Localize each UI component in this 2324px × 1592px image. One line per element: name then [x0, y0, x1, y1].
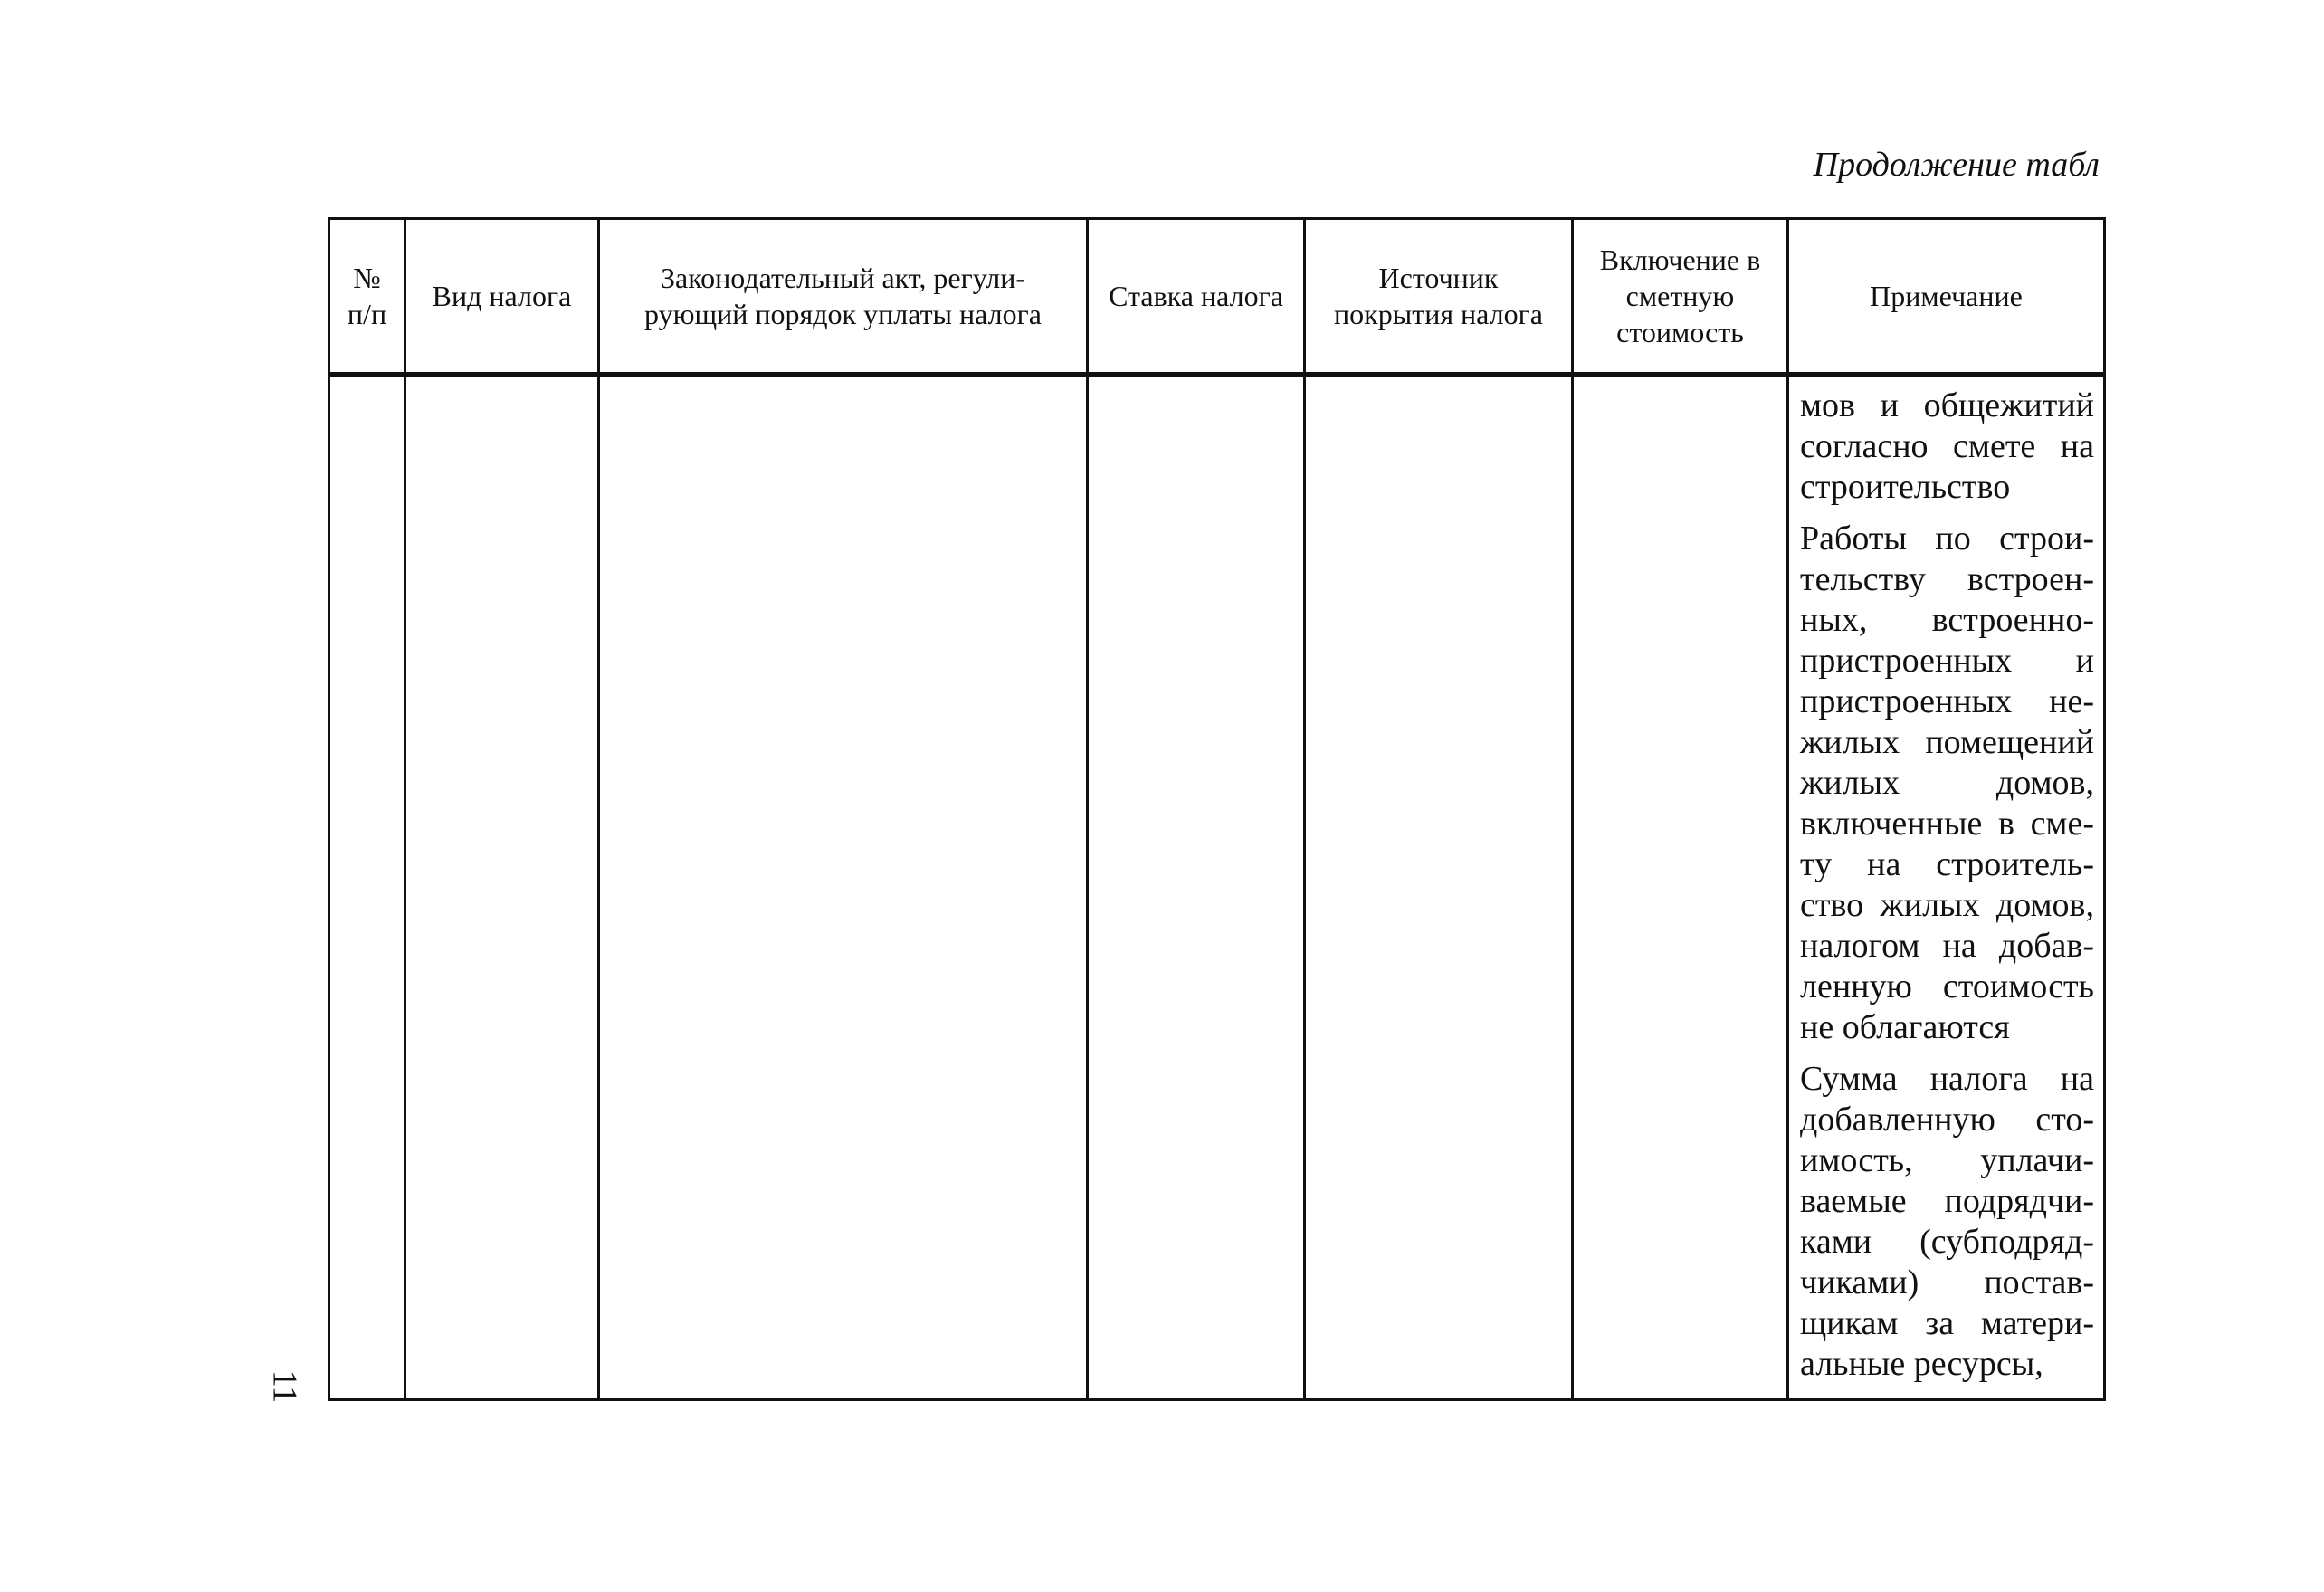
header-tax-type: Вид налога — [405, 219, 599, 375]
header-row — [329, 219, 2105, 375]
header-note: Примечание — [1788, 219, 2105, 375]
cell-rate — [1088, 375, 1305, 1400]
table-continuation-caption: Продолжение табл — [1813, 146, 2100, 184]
note-paragraph: Сумма налога на добавленную сто-имость, уплачи-ваемые подрядчи-ками (субподряд-чиками) постав-щикам за матери-альные ресурсы, — [1800, 1060, 2094, 1383]
cell-num — [329, 375, 405, 1400]
note-paragraph: Работы по строи-тельству встроен-ных, встроенно-пристроенных и пристроенных не-жилых помещений жилых домов, включенные в сме-ту на строитель-ство жилых домов, налогом на добав-ленную стоимость не облагаются — [1800, 520, 2094, 1046]
cell-inclusion — [1573, 375, 1788, 1400]
note-paragraph: мов и общежитий согласно смете на строительство — [1800, 386, 2094, 506]
table-row — [329, 375, 2105, 1400]
page-number: 11 — [265, 1369, 304, 1404]
cell-source — [1305, 375, 1573, 1400]
cell-tax-type — [405, 375, 599, 1400]
header-inclusion: Включение в сметную стоимость — [1573, 219, 1788, 375]
header-source: Источник покрытия налога — [1305, 219, 1573, 375]
header-rate: Ставка налога — [1088, 219, 1305, 375]
cell-note — [1788, 375, 2105, 1400]
header-num: № п/п — [329, 219, 405, 375]
cell-law — [599, 375, 1088, 1400]
tax-table — [328, 217, 2106, 1401]
header-law: Законодательный акт, регули-рующий порядок уплаты налога — [599, 219, 1088, 375]
